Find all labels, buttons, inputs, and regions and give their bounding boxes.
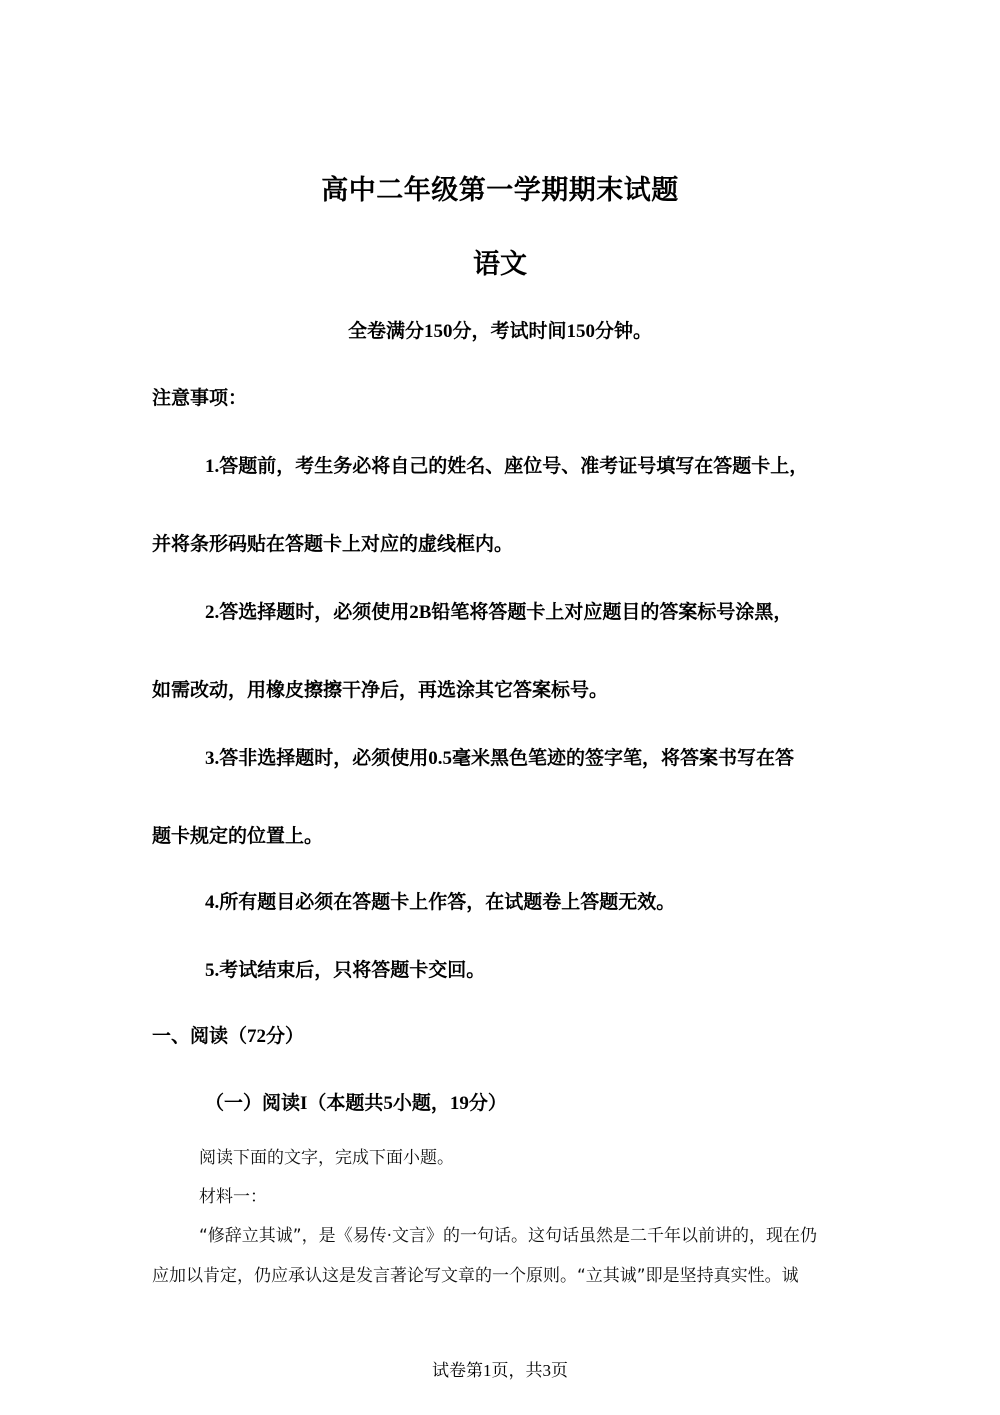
subsection-heading: （一）阅读I（本题共5小题，19分） <box>205 1093 507 1114</box>
notice-item-1-line-1: 1.答题前，考生务必将自己的姓名、座位号、准考证号填写在答题卡上， <box>205 456 809 477</box>
notice-item-1-line-2: 并将条形码贴在答题卡上对应的虚线框内。 <box>152 534 514 555</box>
section-heading: 一、阅读（72分） <box>152 1026 305 1047</box>
notice-item-3-line-2: 题卡规定的位置上。 <box>152 826 324 847</box>
exam-title: 高中二年级第一学期期末试题 <box>321 175 679 206</box>
material-paragraph-line-2: 应加以肯定，仍应承认这是发言著论写文章的一个原则。“立其诚”即是坚持真实性。诚 <box>152 1266 799 1286</box>
notice-item-2-line-1: 2.答选择题时，必须使用2B铅笔将答题卡上对应题目的答案标号涂黑， <box>205 602 793 623</box>
subject-title: 语文 <box>473 249 527 280</box>
page-footer: 试卷第1页，共3页 <box>432 1361 568 1380</box>
reading-instruction: 阅读下面的文字，完成下面小题。 <box>199 1148 454 1168</box>
notice-item-2-line-2: 如需改动，用橡皮擦擦干净后，再选涂其它答案标号。 <box>152 680 609 701</box>
material-label: 材料一： <box>199 1187 267 1207</box>
notice-item-5: 5.考试结束后，只将答题卡交回。 <box>205 960 486 981</box>
exam-info: 全卷满分150分，考试时间150分钟。 <box>347 321 652 342</box>
notice-item-4: 4.所有题目必须在答题卡上作答，在试题卷上答题无效。 <box>205 892 676 913</box>
notice-item-3-line-1: 3.答非选择题时，必须使用0.5毫米黑色笔迹的签字笔，将答案书写在答 <box>205 748 795 769</box>
notice-heading: 注意事项： <box>152 388 248 409</box>
material-paragraph-line-1: “修辞立其诚”，是《易传·文言》的一句话。这句话虽然是二千年以前讲的，现在仍 <box>199 1226 818 1246</box>
